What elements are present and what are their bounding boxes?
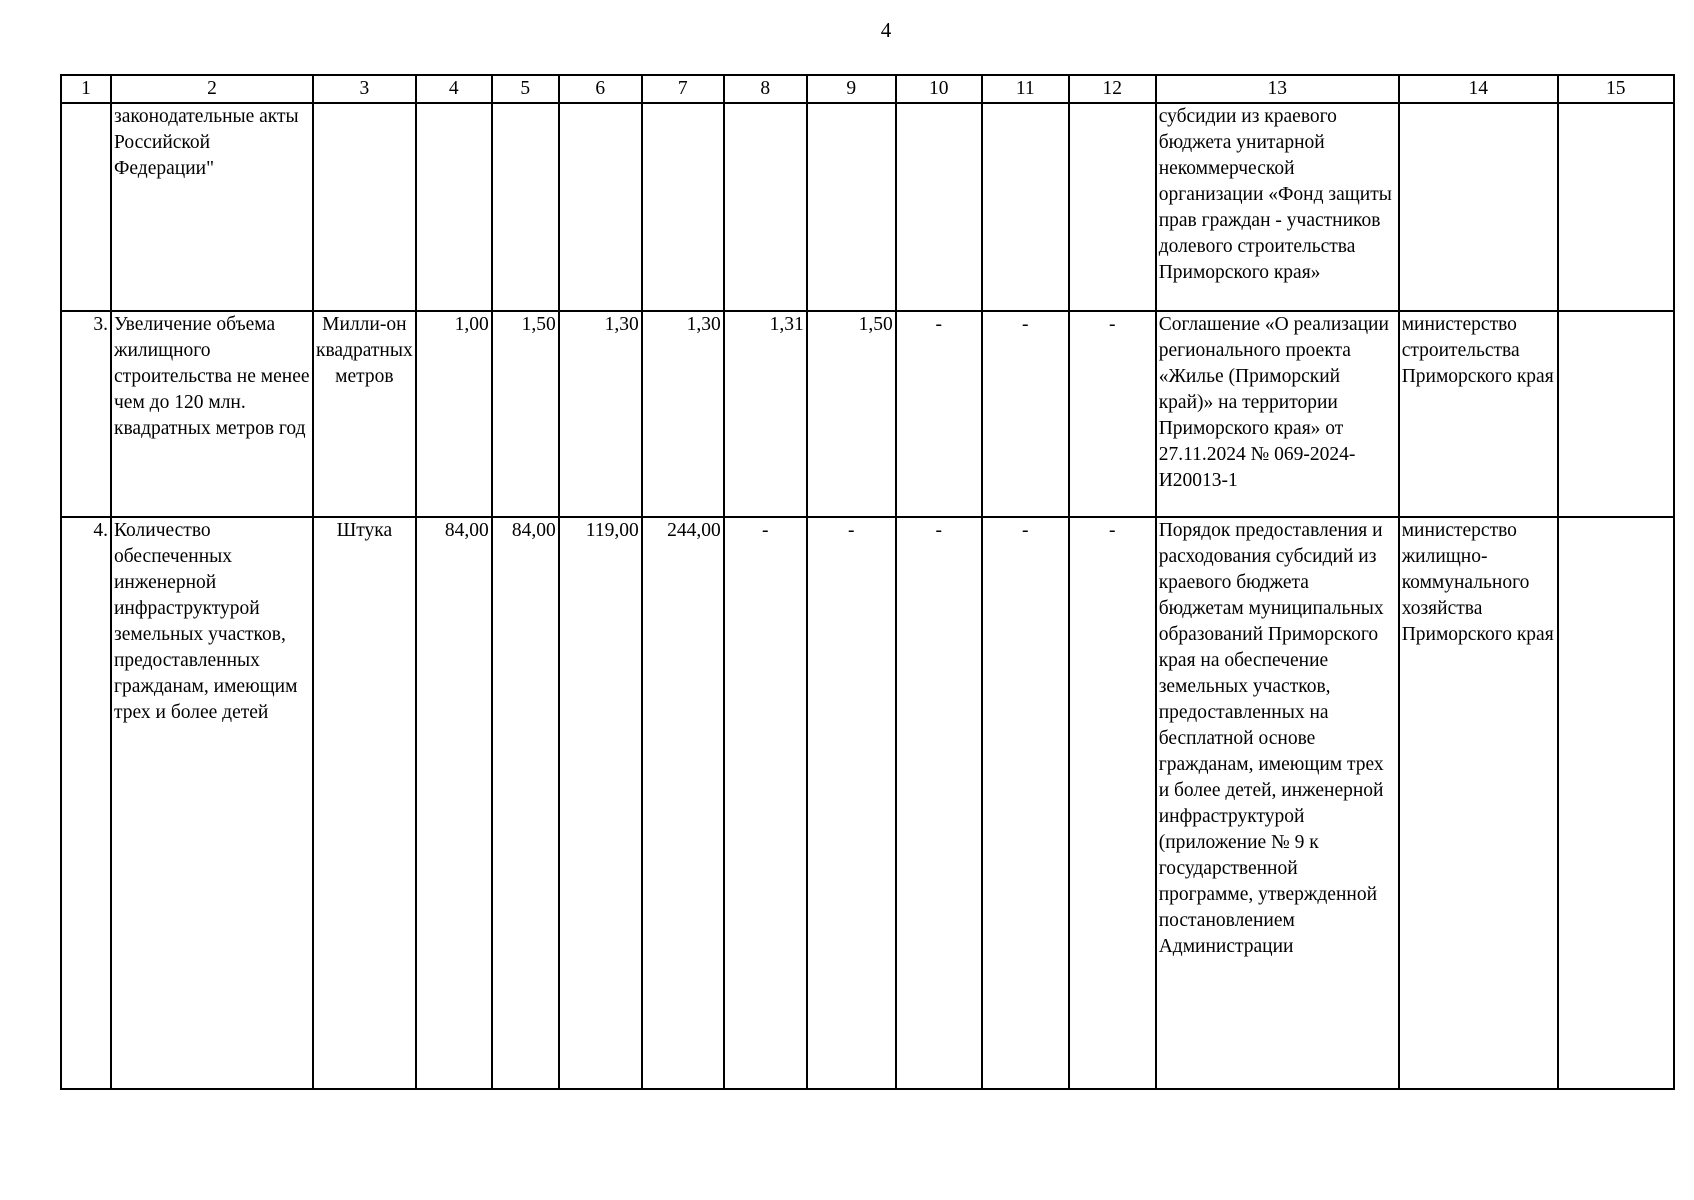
value-cell: 119,00 — [559, 517, 642, 1089]
header-cell: 7 — [642, 75, 724, 103]
responsible-cell — [1399, 103, 1558, 311]
header-cell: 4 — [416, 75, 492, 103]
header-cell: 14 — [1399, 75, 1558, 103]
table-row — [61, 103, 1674, 311]
document-cell: Порядок предоставления и расходования субсидий из краевого бюджета бюджетам муниципальных образований Приморского края на обеспечение земельных участков, предоставленных на бесплатной основе гражданам, имеющим трех и более детей, инженерной инфраструктурой (приложение № 9 к государственной программе, утвержденной постановлением Администрации — [1156, 517, 1399, 1089]
value-cell: - — [982, 311, 1069, 517]
value-cell: 1,30 — [642, 311, 724, 517]
value-cell — [559, 103, 642, 311]
row-number-cell — [61, 103, 111, 311]
value-cell: 244,00 — [642, 517, 724, 1089]
row-number-cell: 3. — [61, 311, 111, 517]
responsible-cell: министерство строительства Приморского края — [1399, 311, 1558, 517]
unit-cell — [313, 103, 416, 311]
value-cell: - — [1069, 517, 1156, 1089]
value-cell: - — [896, 517, 982, 1089]
value-cell — [724, 103, 807, 311]
header-cell: 3 — [313, 75, 416, 103]
value-cell: 84,00 — [416, 517, 492, 1089]
data-table — [60, 74, 1675, 1090]
value-cell: - — [1069, 311, 1156, 517]
value-cell: 1,31 — [724, 311, 807, 517]
value-cell: 1,50 — [807, 311, 896, 517]
row-number-cell: 4. — [61, 517, 111, 1089]
table-row — [61, 517, 1674, 1089]
value-cell: - — [807, 517, 896, 1089]
header-cell: 13 — [1156, 75, 1399, 103]
value-cell — [416, 103, 492, 311]
value-cell: 1,00 — [416, 311, 492, 517]
note-cell — [1558, 103, 1674, 311]
indicator-name-cell: Увеличение объема жилищного строительства не менее чем до 120 млн. квадратных метров год — [111, 311, 313, 517]
unit-cell: Штука — [313, 517, 416, 1089]
header-cell: 1 — [61, 75, 111, 103]
value-cell — [896, 103, 982, 311]
header-cell: 5 — [492, 75, 559, 103]
note-cell — [1558, 311, 1674, 517]
header-row — [61, 75, 1674, 103]
header-cell: 6 — [559, 75, 642, 103]
indicator-name-cell: законодательные акты Российской Федерации" — [111, 103, 313, 311]
value-cell — [1069, 103, 1156, 311]
value-cell — [642, 103, 724, 311]
value-cell: 1,50 — [492, 311, 559, 517]
value-cell: 1,30 — [559, 311, 642, 517]
document-cell: субсидии из краевого бюджета унитарной некоммерческой организации «Фонд защиты прав граждан - участников долевого строительства Приморского края» — [1156, 103, 1399, 311]
header-cell: 10 — [896, 75, 982, 103]
unit-cell: Милли-он квадратных метров — [313, 311, 416, 517]
header-cell: 2 — [111, 75, 313, 103]
indicator-name-cell: Количество обеспеченных инженерной инфраструктурой земельных участков, предоставленных гражданам, имеющим трех и более детей — [111, 517, 313, 1089]
value-cell: 84,00 — [492, 517, 559, 1089]
value-cell: - — [982, 517, 1069, 1089]
value-cell: - — [724, 517, 807, 1089]
header-cell: 9 — [807, 75, 896, 103]
value-cell: - — [896, 311, 982, 517]
page-number: 4 — [880, 18, 892, 42]
header-cell: 12 — [1069, 75, 1156, 103]
header-cell: 8 — [724, 75, 807, 103]
note-cell — [1558, 517, 1674, 1089]
document-cell: Соглашение «О реализации регионального проекта «Жилье (Приморский край)» на территории Приморского края» от 27.11.2024 № 069-2024-И20013-1 — [1156, 311, 1399, 517]
responsible-cell: министерство жилищно-коммунального хозяйства Приморского края — [1399, 517, 1558, 1089]
table-row — [61, 311, 1674, 517]
value-cell — [492, 103, 559, 311]
value-cell — [982, 103, 1069, 311]
value-cell — [807, 103, 896, 311]
header-cell: 11 — [982, 75, 1069, 103]
header-cell: 15 — [1558, 75, 1674, 103]
